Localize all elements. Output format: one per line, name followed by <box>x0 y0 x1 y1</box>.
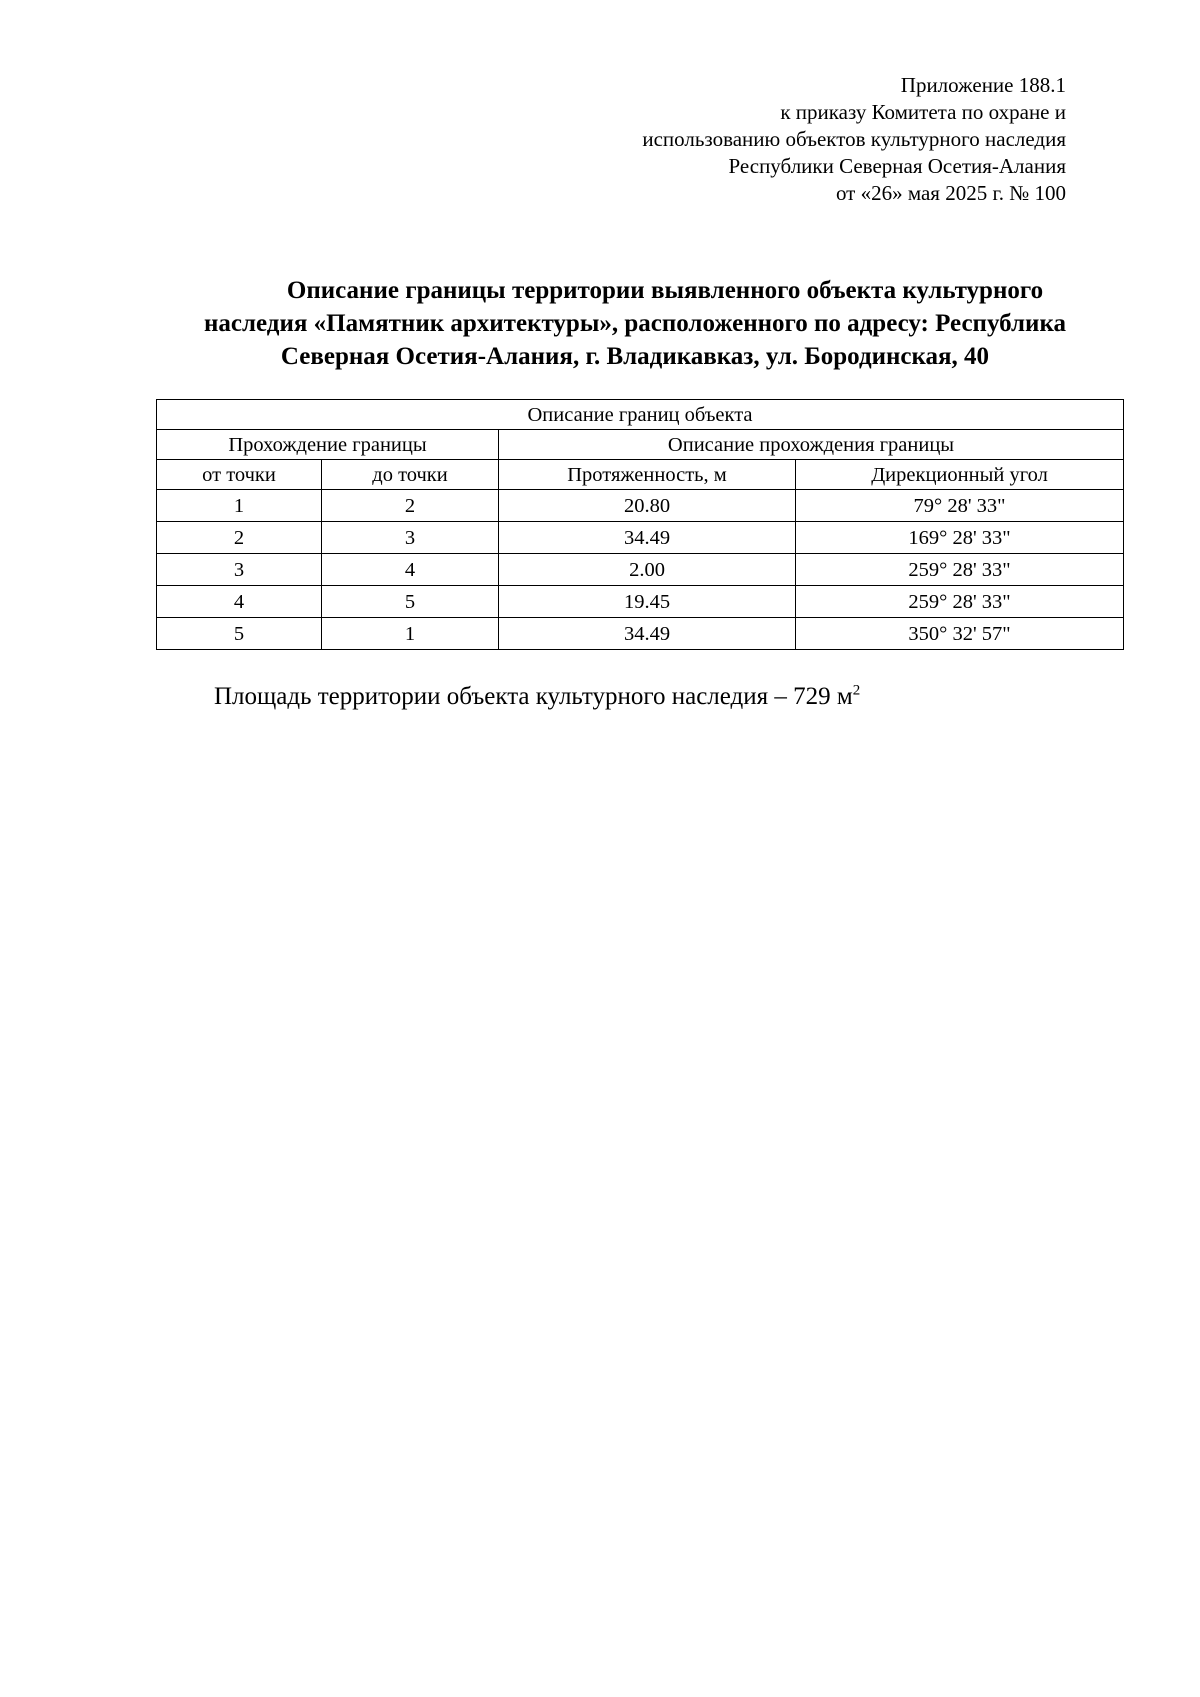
cell-length: 34.49 <box>499 522 796 554</box>
territory-area-text: Площадь территории объекта культурного наследия – 729 м <box>214 683 853 710</box>
cell-to-point: 1 <box>322 618 499 650</box>
cell-bearing: 259° 28' 33" <box>796 554 1124 586</box>
table-row <box>157 618 1124 650</box>
table-column-header-row <box>157 460 1124 490</box>
table-row <box>157 586 1124 618</box>
table-caption: Описание границ объекта <box>157 400 1124 430</box>
title-line-1: Описание границы территории выявленного объекта культурного <box>286 277 1044 304</box>
appendix-republic: Республики Северная Осетия-Алания <box>728 154 1066 178</box>
territory-area <box>214 683 860 711</box>
cell-to-point: 2 <box>322 490 499 522</box>
area-unit-superscript: 2 <box>852 682 861 699</box>
cell-to-point: 3 <box>322 522 499 554</box>
document-title <box>130 274 1140 373</box>
cell-to-point: 5 <box>322 586 499 618</box>
boundary-table <box>156 399 1124 650</box>
table-row <box>157 522 1124 554</box>
cell-from-point: 4 <box>157 586 322 618</box>
cell-from-point: 5 <box>157 618 322 650</box>
title-line-3: Северная Осетия-Алания, г. Владикавказ, ул. Бородинская, 40 <box>280 343 990 370</box>
cell-from-point: 2 <box>157 522 322 554</box>
column-header-bearing: Дирекционный угол <box>796 460 1124 490</box>
cell-length: 20.80 <box>499 490 796 522</box>
appendix-number: Приложение 188.1 <box>900 73 1066 97</box>
cell-length: 34.49 <box>499 618 796 650</box>
appendix-header <box>466 72 1066 207</box>
table-group-header-row <box>157 430 1124 460</box>
cell-bearing: 169° 28' 33" <box>796 522 1124 554</box>
appendix-date: от «26» мая 2025 г. № 100 <box>835 181 1066 205</box>
column-header-to-point: до точки <box>322 460 499 490</box>
column-header-from-point: от точки <box>157 460 322 490</box>
appendix-order-ref: к приказу Комитета по охране и <box>780 100 1066 124</box>
cell-length: 19.45 <box>499 586 796 618</box>
cell-bearing: 79° 28' 33" <box>796 490 1124 522</box>
table-row <box>157 554 1124 586</box>
column-header-length: Протяженность, м <box>499 460 796 490</box>
group-header-description: Описание прохождения границы <box>499 430 1124 460</box>
table-caption-row <box>157 400 1124 430</box>
cell-from-point: 3 <box>157 554 322 586</box>
cell-from-point: 1 <box>157 490 322 522</box>
group-header-passage: Прохождение границы <box>157 430 499 460</box>
cell-bearing: 350° 32' 57" <box>796 618 1124 650</box>
cell-to-point: 4 <box>322 554 499 586</box>
title-line-2: наследия «Памятник архитектуры», расположенного по адресу: Республика <box>204 310 1066 337</box>
table-row <box>157 490 1124 522</box>
appendix-committee: использованию объектов культурного наследия <box>642 127 1066 151</box>
cell-length: 2.00 <box>499 554 796 586</box>
cell-bearing: 259° 28' 33" <box>796 586 1124 618</box>
